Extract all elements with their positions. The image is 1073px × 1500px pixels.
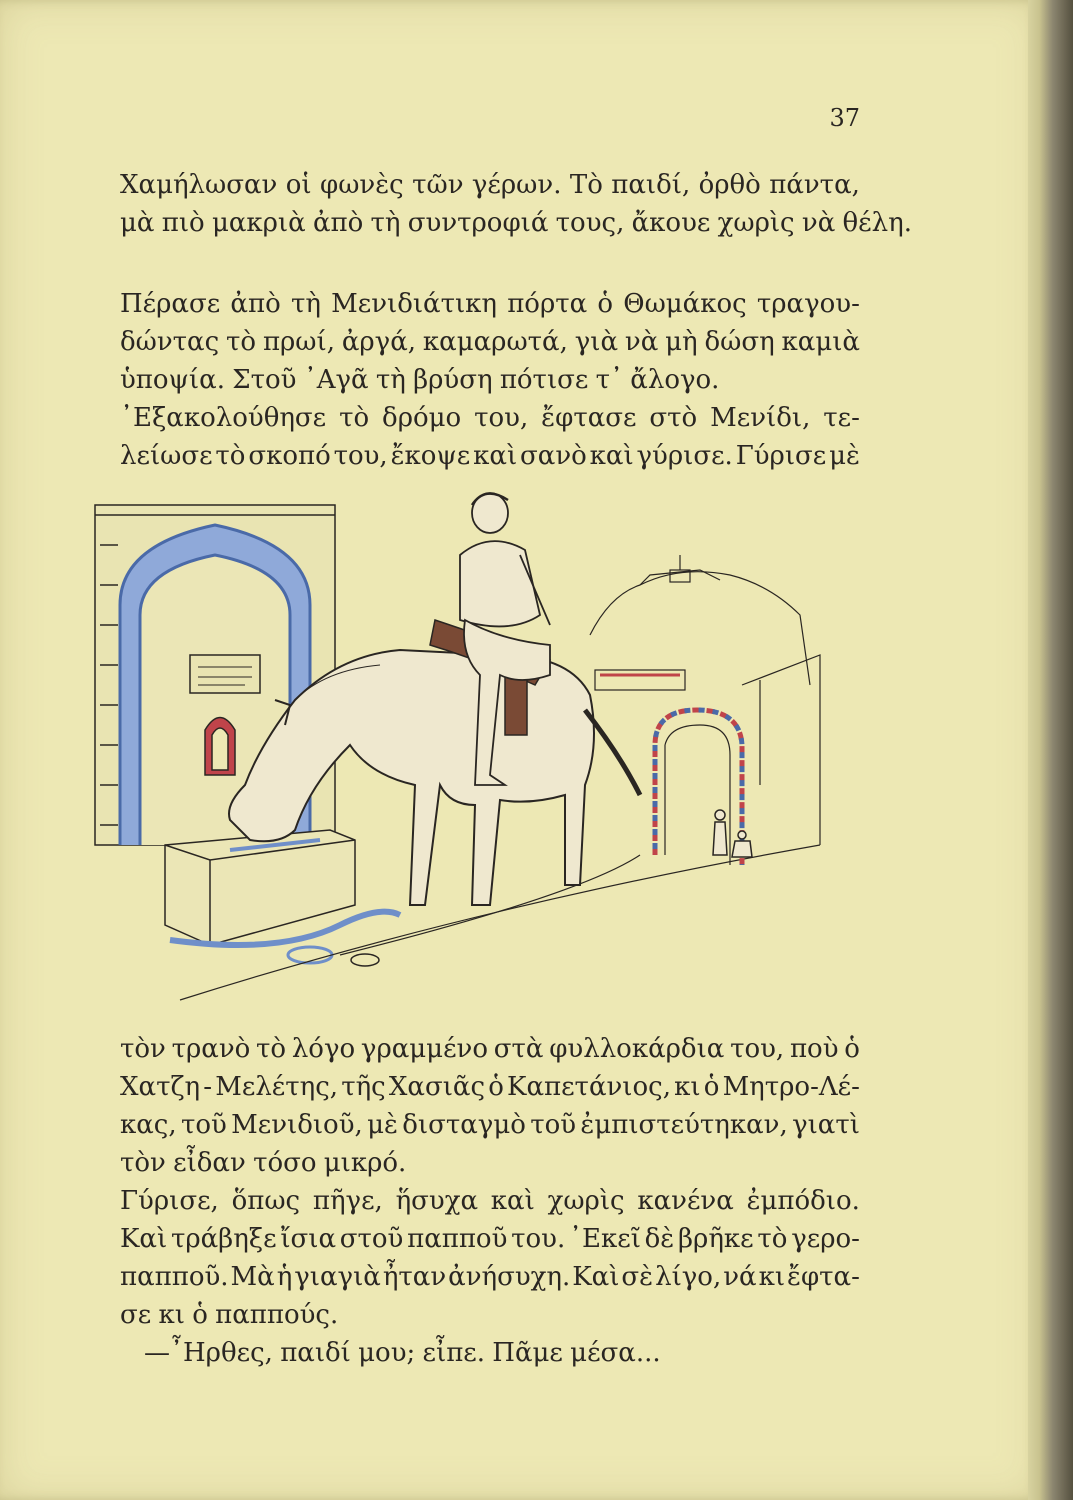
text-line bbox=[120, 1068, 860, 1106]
word: ἄλογο. bbox=[630, 365, 720, 395]
word: τὴ bbox=[370, 208, 401, 238]
word: ᾿Αγᾶ bbox=[303, 365, 369, 395]
word: λίγο, bbox=[655, 1262, 722, 1292]
word: σανὸ bbox=[520, 441, 587, 471]
text-line bbox=[120, 166, 860, 204]
word: ἔφτασε bbox=[541, 403, 637, 433]
word: τῆς bbox=[341, 1072, 386, 1102]
word: ὁ bbox=[488, 1072, 504, 1102]
word: νὰ bbox=[624, 327, 659, 357]
text-line bbox=[120, 1258, 860, 1296]
word: Μητρο-Λέ- bbox=[722, 1072, 860, 1102]
word: εἶπε. bbox=[422, 1338, 486, 1368]
word: Καὶ bbox=[572, 1262, 620, 1292]
word: δρόμο bbox=[382, 403, 462, 433]
word: Στοῦ bbox=[232, 365, 297, 395]
word: Μελέτης, bbox=[215, 1072, 339, 1102]
text-line bbox=[120, 1296, 860, 1334]
word: δώση bbox=[704, 327, 775, 357]
word: ᾿Εκεῖ bbox=[569, 1224, 641, 1254]
text-line bbox=[120, 1144, 860, 1182]
word: σὲ bbox=[621, 1262, 654, 1292]
word: Γύρισε bbox=[735, 441, 827, 471]
word: γιατὶ bbox=[792, 1110, 860, 1140]
word: ἀργά, bbox=[341, 327, 417, 357]
word: νὰ bbox=[801, 208, 836, 238]
word: τους, bbox=[555, 208, 625, 238]
word: ὁ bbox=[844, 1034, 860, 1064]
word: γιαγιὰ bbox=[294, 1262, 381, 1292]
word: πόρτα bbox=[507, 289, 588, 319]
word: τράβηξε bbox=[170, 1224, 277, 1254]
text-line bbox=[120, 1220, 860, 1258]
paragraph-6 bbox=[120, 1334, 860, 1372]
word: πῆγε, bbox=[312, 1186, 383, 1216]
word: βρῆκε bbox=[678, 1224, 754, 1254]
word: ὁ bbox=[192, 1300, 208, 1330]
word: του. bbox=[511, 1224, 566, 1254]
word: Καπετάνιος, bbox=[507, 1072, 671, 1102]
word: κι bbox=[758, 1262, 786, 1292]
word: τὴ bbox=[290, 289, 321, 319]
page-edge bbox=[1028, 0, 1073, 1500]
word: ἦταν bbox=[382, 1262, 447, 1292]
word: νά bbox=[723, 1262, 757, 1292]
word: πιὸ bbox=[161, 208, 205, 238]
word: κανένα bbox=[637, 1186, 734, 1216]
word: καμαρωτά, bbox=[422, 327, 568, 357]
word: παπποῦ. bbox=[120, 1262, 229, 1292]
word: μὲ bbox=[829, 441, 860, 471]
word: μὲ bbox=[367, 1110, 398, 1140]
illustration-drawing bbox=[80, 485, 880, 1015]
text-line bbox=[120, 399, 860, 437]
word: Μενιδιοῦ, bbox=[231, 1110, 363, 1140]
word: Καὶ bbox=[120, 1224, 168, 1254]
word: Πέρασε bbox=[120, 289, 221, 319]
word: δώντας bbox=[120, 327, 220, 357]
word: τὸ bbox=[757, 1224, 788, 1254]
word: εἶδαν bbox=[173, 1148, 246, 1178]
text-line bbox=[120, 285, 860, 323]
word: στοῦ bbox=[339, 1224, 404, 1254]
paragraph-5 bbox=[120, 1182, 860, 1334]
word: μου; bbox=[358, 1338, 416, 1368]
word: λόγο bbox=[291, 1034, 356, 1064]
word: ἄκουε bbox=[631, 208, 711, 238]
word: τὸ bbox=[215, 441, 246, 471]
word: θέλη. bbox=[842, 208, 912, 238]
word: βρύση bbox=[413, 365, 493, 395]
text-line bbox=[120, 1182, 860, 1220]
word: λείωσε bbox=[120, 441, 213, 471]
word: καὶ bbox=[473, 441, 518, 471]
word: σκοπό bbox=[248, 441, 331, 471]
text-line bbox=[120, 437, 860, 475]
word: γύρισε. bbox=[636, 441, 733, 471]
background-town bbox=[590, 555, 820, 865]
word: φυλλοκάρδια bbox=[549, 1034, 725, 1064]
word: τοῦ bbox=[180, 1110, 227, 1140]
word: πάντα, bbox=[769, 170, 860, 200]
word: καὶ bbox=[589, 441, 634, 471]
word: τρανὸ bbox=[171, 1034, 251, 1064]
word: στὰ bbox=[493, 1034, 544, 1064]
word: κας, bbox=[120, 1110, 177, 1140]
word: του, bbox=[333, 441, 388, 471]
word: φωνὲς bbox=[319, 170, 404, 200]
word: τὸ bbox=[339, 403, 370, 433]
word: μικρό. bbox=[323, 1148, 407, 1178]
word: ἀνήσυχη. bbox=[448, 1262, 571, 1292]
text-line bbox=[120, 361, 860, 399]
word: τ᾿ bbox=[595, 365, 624, 395]
word: ἴσια bbox=[280, 1224, 337, 1254]
word: —῏Ηρθες, bbox=[144, 1338, 273, 1368]
text-line bbox=[120, 1106, 860, 1144]
word: τὸν bbox=[120, 1148, 166, 1178]
paragraph-4 bbox=[120, 1030, 860, 1182]
word: τὸ bbox=[226, 327, 257, 357]
word: ποὺ bbox=[789, 1034, 839, 1064]
word: πρωί, bbox=[262, 327, 335, 357]
word: γερο- bbox=[791, 1224, 860, 1254]
word: ᾿Εξακολούθησε bbox=[120, 403, 327, 433]
word: Χαμήλωσαν bbox=[120, 170, 278, 200]
word: του, bbox=[474, 403, 529, 433]
word: παπποῦ bbox=[407, 1224, 508, 1254]
word: παιδί bbox=[280, 1338, 351, 1368]
page-number: 37 bbox=[829, 104, 860, 132]
word: ὁ bbox=[703, 1072, 720, 1102]
word: Γύρισε, bbox=[120, 1186, 219, 1216]
word: Χατζη bbox=[120, 1072, 201, 1102]
word: τὸ bbox=[256, 1034, 287, 1064]
word: συντροφιά bbox=[407, 208, 549, 238]
word: σε bbox=[120, 1300, 152, 1330]
word: Χασιᾶς bbox=[388, 1072, 486, 1102]
word: ἐμπόδιο. bbox=[746, 1186, 860, 1216]
word: οἱ bbox=[285, 170, 312, 200]
word: γραμμένο bbox=[360, 1034, 489, 1064]
text-line bbox=[120, 204, 912, 242]
word: τοῦ bbox=[530, 1110, 577, 1140]
word: ἀπὸ bbox=[312, 208, 364, 238]
illustration-horse-at-fountain bbox=[80, 485, 880, 1015]
word: στὸ bbox=[649, 403, 698, 433]
word: Θωμάκος bbox=[623, 289, 747, 319]
word: τὴ bbox=[375, 365, 406, 395]
word: δισταγμὸ bbox=[402, 1110, 526, 1140]
text-line bbox=[120, 1030, 860, 1068]
paragraph-2 bbox=[120, 285, 860, 399]
word: ὁ bbox=[597, 289, 614, 319]
word: τὸν bbox=[120, 1034, 166, 1064]
word: κι bbox=[158, 1300, 185, 1330]
word: ἀπὸ bbox=[230, 289, 281, 319]
word: καὶ bbox=[490, 1186, 535, 1216]
word: δὲ bbox=[644, 1224, 675, 1254]
word: παππούς. bbox=[215, 1300, 339, 1330]
word: χωρὶς bbox=[547, 1186, 625, 1216]
word: τε- bbox=[823, 403, 860, 433]
word: μὰ bbox=[120, 208, 155, 238]
text-line bbox=[120, 323, 860, 361]
word: ὅπως bbox=[231, 1186, 301, 1216]
word: ἐμπιστεύτηκαν, bbox=[580, 1110, 788, 1140]
word: μὴ bbox=[665, 327, 698, 357]
word: ὀρθὸ bbox=[698, 170, 761, 200]
word: τόσο bbox=[253, 1148, 317, 1178]
word: Μὰ bbox=[230, 1262, 275, 1292]
word: ἥσυχα bbox=[395, 1186, 479, 1216]
text-line bbox=[120, 1334, 860, 1372]
word: του, bbox=[730, 1034, 785, 1064]
word: τραγου- bbox=[756, 289, 860, 319]
word: κι bbox=[674, 1072, 701, 1102]
word: χωρὶς bbox=[717, 208, 795, 238]
paragraph-3 bbox=[120, 399, 860, 475]
word: - bbox=[203, 1072, 213, 1102]
word: τῶν bbox=[412, 170, 464, 200]
word: Μενιδιάτικη bbox=[331, 289, 498, 319]
word: καμιὰ bbox=[781, 327, 860, 357]
word: ἔκοψε bbox=[390, 441, 471, 471]
word: παιδί, bbox=[611, 170, 691, 200]
small-figures bbox=[713, 810, 752, 857]
paragraph-1 bbox=[120, 166, 912, 242]
word: γιὰ bbox=[574, 327, 619, 357]
word: γέρων. bbox=[471, 170, 562, 200]
word: Πᾶμε bbox=[492, 1338, 563, 1368]
word: ὑποψία. bbox=[120, 365, 225, 395]
word: μακριὰ bbox=[211, 208, 306, 238]
word: πότισε bbox=[499, 365, 589, 395]
word: ἔφτα- bbox=[787, 1262, 860, 1292]
word: ἡ bbox=[276, 1262, 293, 1292]
word: Μενίδι, bbox=[710, 403, 811, 433]
word: μέσα... bbox=[570, 1338, 661, 1368]
word: Τὸ bbox=[569, 170, 603, 200]
